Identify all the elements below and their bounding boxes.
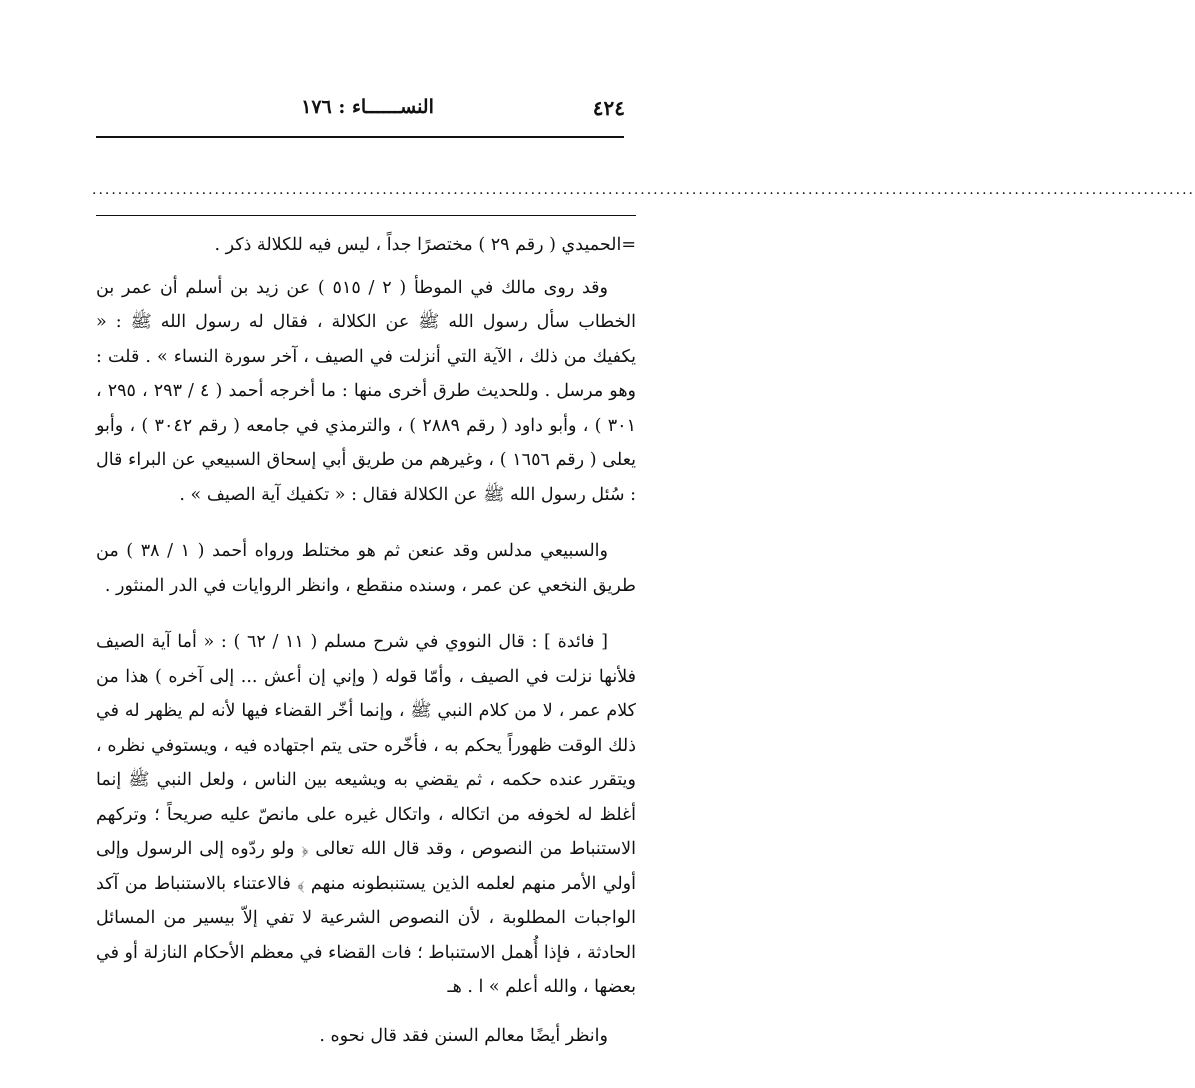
paragraph-continuation: =الحميدي ( رقم ٢٩ ) مختصرًا جداً ، ليس فيه للكلالة ذكر .	[214, 235, 636, 255]
paragraph-sabii: والسبيعي مدلس وقد عنعن ثم هو مختلط ورواه أحمد ( ١ / ٣٨ ) من طريق النخعي عن عمر ، وسنده منقطع ، وانظر الروايات في الدر المنثور .	[96, 541, 636, 596]
paragraph-final: وانظر أيضًا معالم السنن فقد قال نحوه .	[319, 1025, 608, 1046]
page-number: ٤٢٤	[592, 96, 625, 120]
paragraph-faida: [ فائدة ] : قال النووي في شرح مسلم ( ١١ / ٦٢ ) : « أما آية الصيف فلأنها نزلت في الصيف ، وأمّا قوله ( وإني إن أعش ... إلى آخره ) هذا من كلام عمر ، لا من كلام النبي ﷺ ، وإنما أخّر القضاء فيها لأنه لم يظهر له في ذلك الوقت ظهوراً يحكم به ، فأخّره حتى يتم اجتهاده فيه ، ويستوفي نظره ، ويتقرر عنده حكمه ، ثم يقضي به ويشيعه بين الناس ، ولعل النبي ﷺ إنما أغلظ له لخوفه من اتكاله ، واتكال غيره على مانصّ عليه صريحاً ؛ وتركهم الاستنباط من النصوص ، وقد قال الله تعالى ﴿ ولو ردّوه إلى الرسول وإلى أولي الأمر منهم لعلمه الذين يستنبطونه منهم ﴾ فالاعتناء بالاستنباط من آكد الواجبات المطلوبة ، لأن النصوص الشرعية لا تفي إلاّ بيسير من المسائل الحادثة ، فإذا أُهمل الاستنباط ؛ فات القضاء في معظم الأحكام النازلة أو في بعضها ، والله أعلم » ا . هـ	[96, 632, 636, 997]
dotted-separator: ...........................................................................................................................................................................	[92, 182, 1195, 198]
header-rule	[96, 136, 624, 138]
paragraph-malik-narration: وقد روى مالك في الموطأ ( ٢ / ٥١٥ ) عن زيد بن أسلم أن عمر بن الخطاب سأل رسول الله ﷺ عن الكلالة ، فقال له رسول الله ﷺ : « يكفيك من ذلك ، الآية التي أنزلت في الصيف ، آخر سورة النساء » . قلت : وهو مرسل . وللحديث طرق أخرى منها : ما أخرجه أحمد ( ٤ / ٢٩٣ ، ٢٩٥ ، ٣٠١ ) ، وأبو داود ( رقم ٢٨٨٩ ) ، والترمذي في جامعه ( رقم ٣٠٤٢ ) ، وأبو يعلى ( رقم ١٦٥٦ ) ، وغيرهم من طريق أبي إسحاق السبيعي عن البراء قال : سُئل رسول الله ﷺ عن الكلالة فقال : « تكفيك آية الصيف » .	[96, 277, 637, 505]
page-header	[110, 96, 625, 126]
footnote-rule	[96, 215, 636, 216]
footnote-text	[96, 228, 636, 1053]
running-title: النســــــاء : ١٧٦	[301, 96, 434, 118]
